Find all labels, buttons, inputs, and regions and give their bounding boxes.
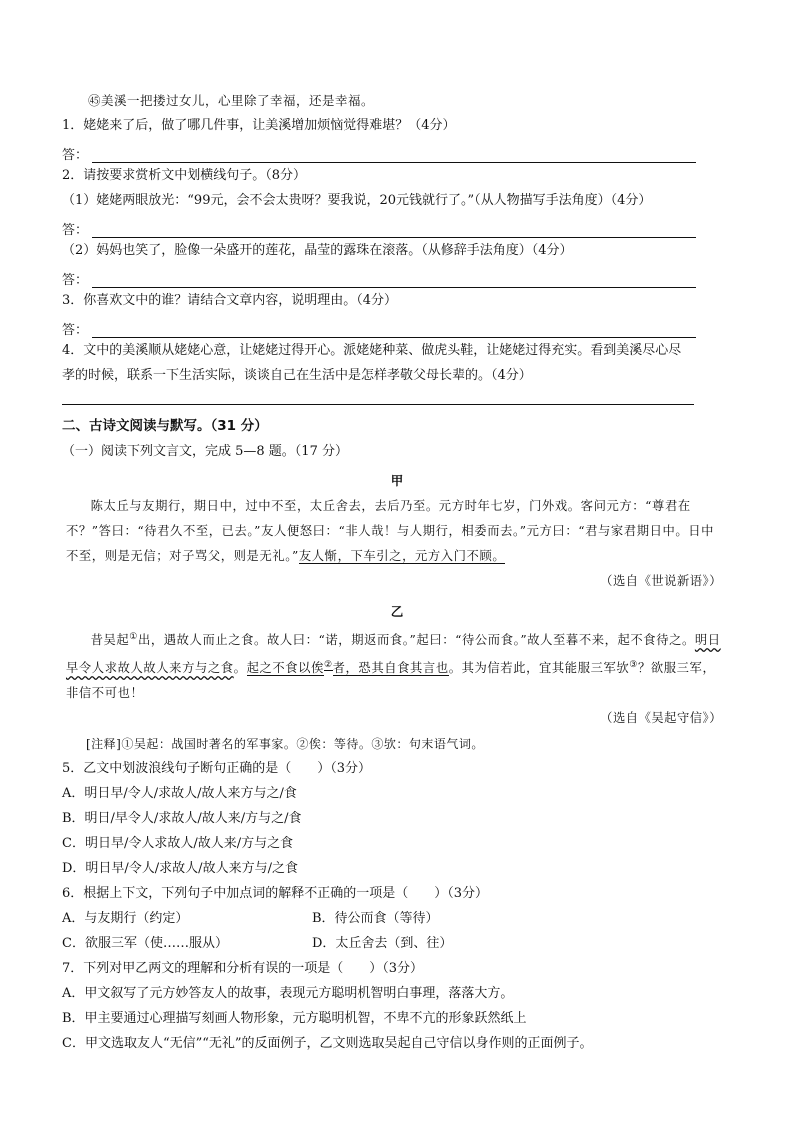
text-jia-main: 陈太丘与友期行，期日中，过中不至，太丘舍去，去后乃至。元方时年七岁，门外戏。客问元方：“尊君在不？”答曰：“待君久不至，已去。”友人便怒曰：“非人哉！与人期行，相委而去。”元方曰：“君与家君期日中。日中不至，则是无信；对子骂父，则是无礼。” bbox=[66, 499, 715, 563]
answer-rule-4[interactable] bbox=[62, 388, 694, 405]
text-jia-underlined: 友人惭，下车引之，元方入门不顾。 bbox=[298, 549, 506, 563]
annotation: [注释]①吴起：战国时著名的军事家。②俟：等待。③欤：句末语气词。 bbox=[86, 737, 484, 752]
text-yi-underlined-a: 起之不食以俟 bbox=[246, 661, 324, 676]
text-yi-part: 。其为信若此，宜其能服三军欤 bbox=[448, 661, 630, 676]
paragraph-45: ㊺美溪一把搂过女儿，心里除了幸福，还是幸福。 bbox=[88, 93, 375, 108]
question-7-option-b[interactable]: B．甲主要通过心理描写刻画人物形象，元方聪明机智，不卑不亢的形象跃然纸上 bbox=[62, 1011, 527, 1027]
answer-line-1[interactable] bbox=[62, 138, 732, 163]
answer-label: 答： bbox=[62, 148, 89, 163]
text-yi-wavy: 明日早令人求故人故人来方与之食 bbox=[66, 633, 721, 676]
answer-rule[interactable] bbox=[92, 221, 696, 238]
question-2-1: （1）姥姥两眼放光：“99元，会不会太贵呀？要我说，20元钱就行了。”（从人物描写手法角度）（4分） bbox=[62, 193, 652, 208]
footnote-marker: ② bbox=[323, 660, 333, 671]
question-5-option-a[interactable]: A．明日早/令人/求故人/故人来方与之/食 bbox=[62, 786, 297, 802]
question-5-option-d[interactable]: D．明日早/令人/求故人/故人来方与/之食 bbox=[62, 861, 298, 877]
text-yi-part: 出，遇故人而止之食。故人曰：“诺，期返而食。”起曰：“待公而食。”故人至暮不来，起不食待之。 bbox=[137, 633, 695, 648]
question-7: 7．下列对甲乙两文的理解和分析有误的一项是（ ）（3分） bbox=[62, 961, 424, 977]
text-jia-body bbox=[66, 494, 726, 569]
text-yi-source: （选自《吴起守信》） bbox=[600, 711, 722, 726]
text-yi-part: 昔吴起 bbox=[90, 633, 130, 648]
question-6: 6．根据上下文，下列句子中加点词的解释不正确的一项是（ ）（3分） bbox=[62, 886, 489, 902]
question-6-option-a[interactable]: A．与友期行（约定） bbox=[62, 911, 189, 927]
question-7-option-c[interactable]: C．甲文选取友人“无信”“无礼”的反面例子，乙文则选取吴起自己守信以身作则的正面例子。 bbox=[62, 1036, 593, 1052]
answer-line-2-1[interactable] bbox=[62, 213, 732, 238]
question-5-option-b[interactable]: B．明日/早令人/求故人/故人来/方与之/食 bbox=[62, 811, 302, 827]
text-jia-title: 甲 bbox=[390, 473, 404, 488]
question-1: 1．姥姥来了后，做了哪几件事，让美溪增加烦恼觉得难堪？（4分） bbox=[62, 118, 456, 133]
text-yi-part: ？欲服三军，非信不可也！ bbox=[66, 661, 716, 701]
footnote-marker: ① bbox=[129, 632, 138, 642]
question-6-option-d[interactable]: D．太丘舍去（到、往） bbox=[312, 936, 453, 952]
answer-rule[interactable] bbox=[92, 271, 696, 288]
question-2-2: （2）妈妈也笑了，脸像一朵盛开的莲花，晶莹的露珠在滚落。（从修辞手法角度）（4分） bbox=[62, 243, 573, 258]
question-2: 2．请按要求赏析文中划横线句子。（8分） bbox=[62, 168, 307, 183]
text-yi-body bbox=[66, 625, 726, 706]
text-yi-title: 乙 bbox=[390, 604, 404, 619]
footnote-marker: ③ bbox=[629, 660, 638, 671]
question-3: 3．你喜欢文中的谁？请结合文章内容，说明理由。（4分） bbox=[62, 293, 398, 308]
question-6-row-1 bbox=[62, 906, 732, 931]
question-7-option-a[interactable]: A．甲文叙写了元方妙答友人的故事，表现元方聪明机智明白事理，落落大方。 bbox=[62, 986, 514, 1002]
answer-rule[interactable] bbox=[92, 146, 696, 163]
question-5-option-c[interactable]: C．明日早/令人求故人/故人来/方与之食 bbox=[62, 836, 294, 852]
text-jia-source: （选自《世说新语》） bbox=[600, 574, 722, 588]
text-yi-part: 。 bbox=[233, 661, 247, 676]
section-2-sub-heading: （一）阅读下列文言文，完成 5—8 题。（17 分） bbox=[62, 444, 348, 459]
question-4-line-2: 孝的时候，联系一下生活实际，谈谈自己在生活中是怎样孝敬父母长辈的。（4分） bbox=[62, 368, 532, 383]
question-6-row-2 bbox=[62, 931, 732, 956]
question-4-line-1: 4．文中的美溪顺从姥姥心意，让姥姥过得开心。派姥姥种菜、做虎头鞋，让姥姥过得充实。看到美溪尽心尽 bbox=[62, 343, 682, 358]
question-6-option-c[interactable]: C．欲服三军（使……服从） bbox=[62, 936, 228, 952]
answer-label: 答： bbox=[62, 323, 89, 338]
answer-label: 答： bbox=[62, 273, 89, 288]
answer-line-2-2[interactable] bbox=[62, 263, 732, 288]
answer-label: 答： bbox=[62, 223, 89, 238]
answer-line-3[interactable] bbox=[62, 313, 732, 338]
exam-page bbox=[62, 88, 732, 1056]
question-5: 5．乙文中划波浪线句子断句正确的是（ ）（3分） bbox=[62, 761, 372, 777]
answer-rule[interactable] bbox=[92, 321, 696, 338]
section-2-heading: 二、古诗文阅读与默写。（31 分） bbox=[62, 418, 268, 434]
question-6-option-b[interactable]: B．待公而食（等待） bbox=[312, 911, 439, 927]
text-yi-underlined-b: 者，恐其自食其言也 bbox=[332, 661, 449, 676]
